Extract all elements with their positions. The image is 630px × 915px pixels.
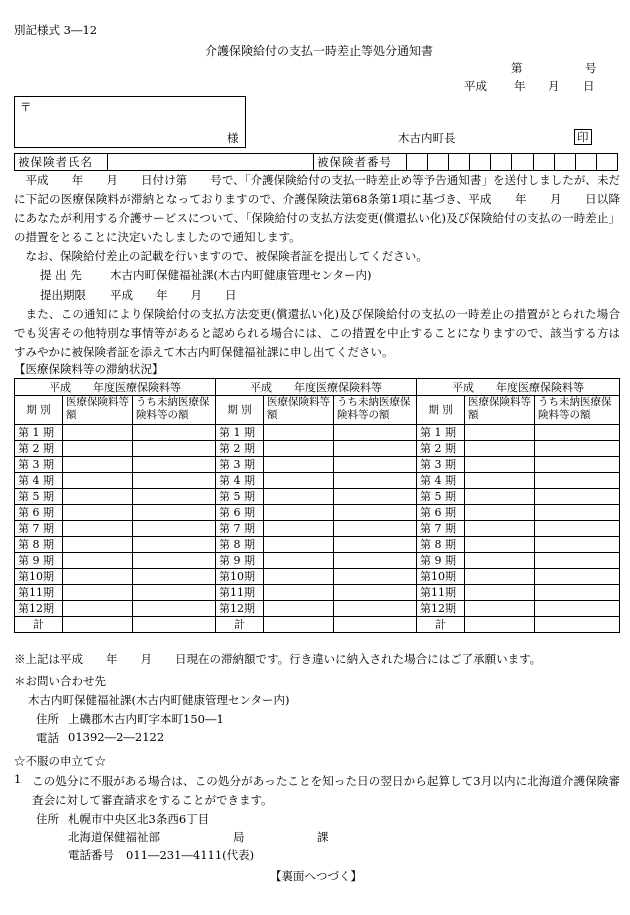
date-year: 年 [514, 79, 526, 93]
period-label: 第 3 期 [417, 457, 465, 473]
period-label: 第 2 期 [216, 441, 264, 457]
submit-to-label: 提 出 先 [40, 268, 82, 282]
unpaid-amount-cell[interactable] [535, 425, 620, 441]
period-label: 第12期 [216, 601, 264, 617]
period-label: 第10期 [15, 569, 63, 585]
body-paragraph-3: また、この通知により保険給付の支払方法変更(償還払い化)及び保険給付の支払の一時差止の措置がとられた場合でも災害その他特別な事情等があると認められる場合には、この措置を中止することになりますので、該当する方はすみやかに被保険者証を添えて木古内町保健福祉課に申し出てください。 [14, 307, 620, 359]
inquiry-address: 上磯郡木古内町字本町150―1 [68, 712, 224, 726]
premium-amount-cell[interactable] [63, 601, 133, 617]
period-label: 第 7 期 [15, 521, 63, 537]
unpaid-amount-cell[interactable] [133, 473, 216, 489]
inquiry-office: 木古内町保健福祉課(木古内町健康管理センター内) [28, 693, 290, 707]
unpaid-amount-cell[interactable] [133, 569, 216, 585]
number-prefix: 第 [511, 61, 523, 75]
arrears-heading: 【医療保険料等の滞納状況】 [14, 362, 164, 376]
premium-amount-cell[interactable] [465, 601, 535, 617]
appeal-heading: ☆不服の申立て☆ [14, 754, 106, 768]
period-label: 第 3 期 [15, 457, 63, 473]
period-label: 第 8 期 [15, 537, 63, 553]
premium-amount-cell[interactable] [264, 457, 334, 473]
period-label: 第 4 期 [15, 473, 63, 489]
fiscal-year-header: 平成 年度医療保険料等 [417, 379, 620, 396]
unpaid-column-header: うち未納医療保険料等の額 [133, 396, 216, 425]
period-label: 第 9 期 [417, 553, 465, 569]
unpaid-amount-cell[interactable] [133, 425, 216, 441]
unpaid-amount-cell[interactable] [334, 585, 417, 601]
unpaid-column-header: うち未納医療保険料等の額 [334, 396, 417, 425]
premium-amount-cell[interactable] [63, 553, 133, 569]
unpaid-amount-cell[interactable] [334, 457, 417, 473]
insured-name-label: 被保険者氏名 [15, 154, 108, 171]
unpaid-amount-cell[interactable] [535, 553, 620, 569]
premium-amount-cell[interactable] [465, 473, 535, 489]
period-label: 第11期 [216, 585, 264, 601]
appeal-department: 北海道保健福祉部 [68, 830, 160, 844]
insured-number-digit[interactable] [512, 154, 533, 171]
premium-amount-cell[interactable] [63, 441, 133, 457]
premium-amount-cell[interactable] [465, 457, 535, 473]
premium-amount-cell[interactable] [465, 569, 535, 585]
unpaid-amount-cell[interactable] [535, 505, 620, 521]
unpaid-amount-cell[interactable] [535, 441, 620, 457]
inquiry-phone-label: 電話 [36, 731, 59, 745]
appeal-phone-label: 電話番号 [68, 848, 114, 862]
insured-number-digit[interactable] [554, 154, 575, 171]
arrears-note: ※上記は平成 年 月 日現在の滞納額です。行き違いに納入された場合にはご了承願います。 [14, 652, 542, 666]
period-column-header: 期 別 [417, 396, 465, 425]
period-label: 第 8 期 [417, 537, 465, 553]
period-label: 第 2 期 [417, 441, 465, 457]
appeal-phone: 011―231―4111(代表) [126, 848, 255, 862]
premium-amount-cell[interactable] [264, 505, 334, 521]
period-label: 第10期 [216, 569, 264, 585]
total-label: 計 [417, 617, 465, 633]
unpaid-amount-cell[interactable] [133, 505, 216, 521]
premium-column-header: 医療保険料等額 [264, 396, 334, 425]
deadline-label: 提出期限 [40, 288, 86, 302]
premium-amount-cell[interactable] [264, 489, 334, 505]
period-label: 第 5 期 [417, 489, 465, 505]
period-label: 第 3 期 [216, 457, 264, 473]
premium-amount-cell[interactable] [465, 585, 535, 601]
premium-amount-cell[interactable] [63, 457, 133, 473]
unpaid-amount-cell[interactable] [133, 489, 216, 505]
unpaid-amount-cell[interactable] [133, 617, 216, 633]
insured-number-digit[interactable] [575, 154, 596, 171]
table-row [15, 569, 620, 585]
period-label: 第11期 [417, 585, 465, 601]
premium-amount-cell[interactable] [465, 521, 535, 537]
period-label: 第 4 期 [417, 473, 465, 489]
unpaid-amount-cell[interactable] [334, 473, 417, 489]
date-month: 月 [548, 79, 560, 93]
unpaid-amount-cell[interactable] [334, 505, 417, 521]
unpaid-amount-cell[interactable] [535, 537, 620, 553]
date-era: 平成 [464, 79, 487, 93]
premium-amount-cell[interactable] [465, 425, 535, 441]
period-label: 第12期 [417, 601, 465, 617]
insured-number-label: 被保険者番号 [314, 154, 407, 171]
premium-amount-cell[interactable] [63, 537, 133, 553]
period-column-header: 期 別 [15, 396, 63, 425]
unpaid-amount-cell[interactable] [535, 521, 620, 537]
premium-amount-cell[interactable] [264, 585, 334, 601]
fiscal-year-header: 平成 年度医療保険料等 [216, 379, 417, 396]
insured-number-digit[interactable] [491, 154, 512, 171]
premium-amount-cell[interactable] [63, 585, 133, 601]
unpaid-amount-cell[interactable] [133, 553, 216, 569]
period-label: 第 1 期 [417, 425, 465, 441]
unpaid-amount-cell[interactable] [133, 521, 216, 537]
period-label: 第 7 期 [417, 521, 465, 537]
table-row [15, 425, 620, 441]
premium-amount-cell[interactable] [264, 441, 334, 457]
unpaid-amount-cell[interactable] [334, 537, 417, 553]
premium-amount-cell[interactable] [264, 569, 334, 585]
inquiry-heading: ＊お問い合わせ先 [14, 674, 106, 688]
premium-amount-cell[interactable] [465, 505, 535, 521]
submit-to-value: 木古内町保健福祉課(木古内町健康管理センター内) [110, 268, 372, 282]
issuer-name: 木古内町長 [398, 131, 456, 145]
period-label: 第 2 期 [15, 441, 63, 457]
continued-on-back: 【裏面へつづく】 [270, 869, 362, 883]
unpaid-amount-cell[interactable] [133, 537, 216, 553]
table-row [15, 505, 620, 521]
unpaid-amount-cell[interactable] [334, 617, 417, 633]
insured-number-digit[interactable] [470, 154, 491, 171]
unpaid-amount-cell[interactable] [535, 457, 620, 473]
insured-name-field[interactable] [108, 154, 314, 171]
unpaid-amount-cell[interactable] [334, 601, 417, 617]
inquiry-phone: 01392―2―2122 [68, 730, 165, 744]
insured-info-row [14, 153, 618, 171]
period-label: 第11期 [15, 585, 63, 601]
unpaid-amount-cell[interactable] [133, 457, 216, 473]
table-row [15, 537, 620, 553]
premium-column-header: 医療保険料等額 [63, 396, 133, 425]
unpaid-amount-cell[interactable] [535, 489, 620, 505]
period-label: 第10期 [417, 569, 465, 585]
unpaid-amount-cell[interactable] [334, 441, 417, 457]
addressee-honorific: 様 [227, 131, 239, 145]
period-label: 第 5 期 [216, 489, 264, 505]
table-row [15, 585, 620, 601]
table-row [15, 457, 620, 473]
seal-mark: 印 [574, 129, 592, 145]
address-box [14, 96, 246, 148]
period-label: 第 6 期 [417, 505, 465, 521]
unpaid-amount-cell[interactable] [535, 585, 620, 601]
premium-amount-cell[interactable] [465, 537, 535, 553]
unpaid-amount-cell[interactable] [334, 521, 417, 537]
unpaid-amount-cell[interactable] [535, 601, 620, 617]
appeal-address-label: 住所 [36, 812, 59, 826]
period-label: 第 7 期 [216, 521, 264, 537]
total-label: 計 [15, 617, 63, 633]
unpaid-amount-cell[interactable] [535, 569, 620, 585]
period-label: 第 1 期 [216, 425, 264, 441]
unpaid-amount-cell[interactable] [334, 569, 417, 585]
body-paragraph-1: 平成 年 月 日付け第 号で、「介護保険給付の支払一時差止め等予告通知書」を送付しましたが、未だに下記の医療保険料が滞納となっておりますので、介護保険法第68条第1項に基づき、平成 年 月 日以降にあなたが利用する介護サービスについて、「保険給付の支払方法変更(償還払い化)及び保険給付の支払の一時差止」の措置をとることに決定いたしましたので通知します。 [14, 173, 620, 244]
unpaid-amount-cell[interactable] [133, 585, 216, 601]
unpaid-amount-cell[interactable] [133, 601, 216, 617]
premium-amount-cell[interactable] [264, 601, 334, 617]
period-label: 第 9 期 [216, 553, 264, 569]
number-suffix: 号 [585, 61, 597, 75]
document-title: 介護保険給付の支払一時差止等処分通知書 [205, 44, 434, 58]
period-label: 第 6 期 [216, 505, 264, 521]
unpaid-amount-cell[interactable] [535, 473, 620, 489]
premium-amount-cell[interactable] [264, 553, 334, 569]
appeal-section: 課 [317, 830, 329, 844]
premium-amount-cell[interactable] [63, 473, 133, 489]
unpaid-amount-cell[interactable] [535, 617, 620, 633]
premium-amount-cell[interactable] [465, 553, 535, 569]
insured-number-digit[interactable] [407, 154, 428, 171]
postal-mark: 〒 [20, 100, 32, 114]
premium-amount-cell[interactable] [264, 617, 334, 633]
table-row [15, 473, 620, 489]
table-row [15, 553, 620, 569]
date-day: 日 [583, 79, 595, 93]
insured-number-digit[interactable] [449, 154, 470, 171]
unpaid-amount-cell[interactable] [133, 441, 216, 457]
premium-amount-cell[interactable] [264, 473, 334, 489]
deadline-value: 平成 年 月 日 [110, 288, 237, 302]
unpaid-amount-cell[interactable] [334, 425, 417, 441]
period-label: 第 4 期 [216, 473, 264, 489]
premium-amount-cell[interactable] [63, 505, 133, 521]
unpaid-amount-cell[interactable] [334, 553, 417, 569]
table-row [15, 441, 620, 457]
premium-amount-cell[interactable] [63, 521, 133, 537]
premium-amount-cell[interactable] [465, 617, 535, 633]
unpaid-column-header: うち未納医療保険料等の額 [535, 396, 620, 425]
unpaid-amount-cell[interactable] [334, 489, 417, 505]
period-label: 第 1 期 [15, 425, 63, 441]
premium-amount-cell[interactable] [63, 617, 133, 633]
premium-amount-cell[interactable] [465, 489, 535, 505]
period-label: 第 5 期 [15, 489, 63, 505]
form-number: 別記様式 3―12 [14, 23, 98, 37]
premium-amount-cell[interactable] [264, 425, 334, 441]
premium-amount-cell[interactable] [465, 441, 535, 457]
period-label: 第 8 期 [216, 537, 264, 553]
total-label: 計 [216, 617, 264, 633]
premium-amount-cell[interactable] [63, 489, 133, 505]
insured-number-digit[interactable] [428, 154, 449, 171]
period-column-header: 期 別 [216, 396, 264, 425]
table-row [15, 601, 620, 617]
premium-amount-cell[interactable] [63, 569, 133, 585]
premium-column-header: 医療保険料等額 [465, 396, 535, 425]
premium-amount-cell[interactable] [264, 521, 334, 537]
appeal-text: この処分に不服がある場合は、この処分があったことを知った日の翌日から起算して3月以内に北海道介護保険審査会に対して審査請求をすることができます。 [32, 774, 620, 807]
appeal-bureau: 局 [233, 830, 245, 844]
insured-number-digit[interactable] [533, 154, 554, 171]
body-paragraph-2: なお、保険給付差止の記載を行いますので、被保険者証を提出してください。 [25, 249, 428, 263]
appeal-item-number: 1 [14, 772, 22, 786]
period-label: 第 9 期 [15, 553, 63, 569]
table-row [15, 521, 620, 537]
inquiry-address-label: 住所 [36, 712, 59, 726]
table-row [15, 617, 620, 633]
period-label: 第12期 [15, 601, 63, 617]
arrears-table [14, 378, 620, 633]
fiscal-year-header: 平成 年度医療保険料等 [15, 379, 216, 396]
premium-amount-cell[interactable] [264, 537, 334, 553]
insured-number-digit[interactable] [596, 154, 617, 171]
period-label: 第 6 期 [15, 505, 63, 521]
appeal-address: 札幌市中央区北3条西6丁目 [68, 812, 210, 826]
premium-amount-cell[interactable] [63, 425, 133, 441]
table-row [15, 489, 620, 505]
